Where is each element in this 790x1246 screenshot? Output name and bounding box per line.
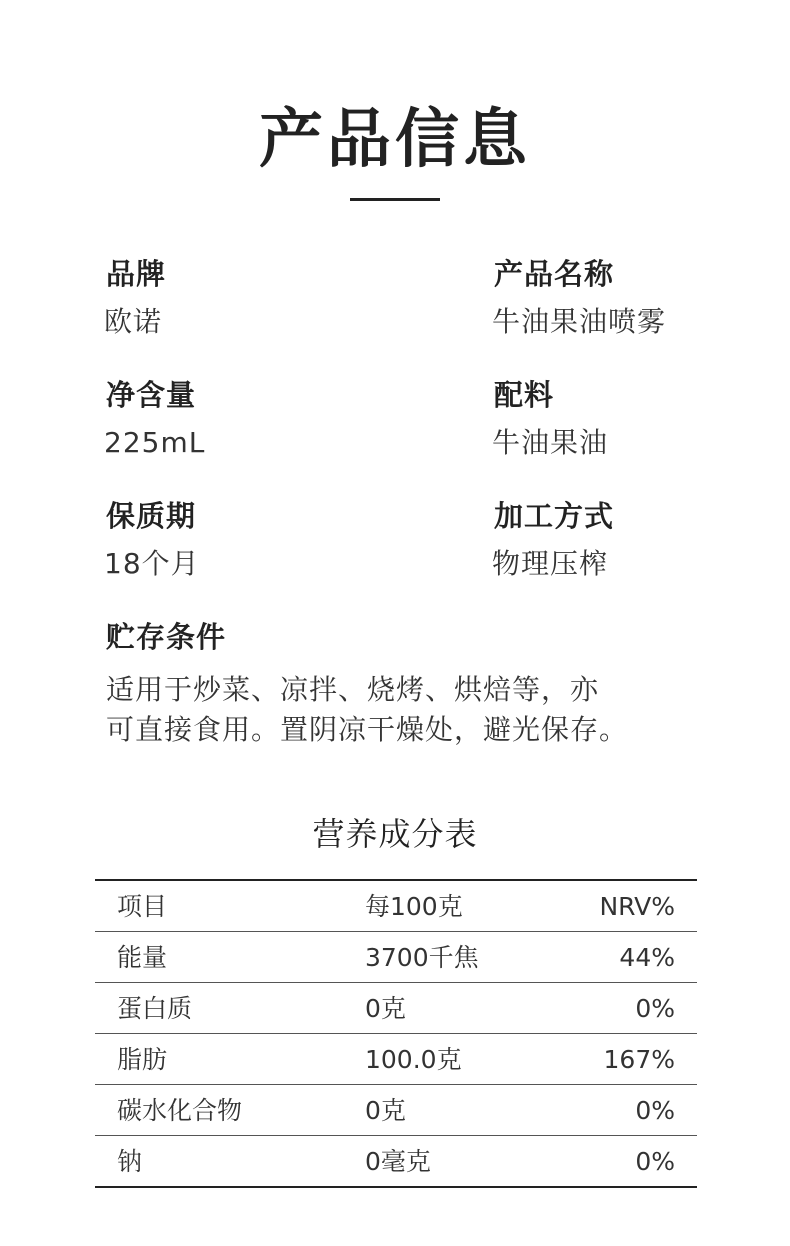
nutrition-table (95, 879, 697, 1188)
row-nrv: 0% (635, 994, 675, 1023)
table-row (95, 983, 697, 1034)
row-amount: 0克 (365, 1096, 406, 1125)
header-nrv: NRV% (599, 892, 675, 921)
row-item: 碳水化合物 (117, 1096, 243, 1125)
storage-line-2: 可直接食用。置阴凉干燥处，避光保存。 (106, 713, 629, 746)
processing-label: 加工方式 (494, 499, 615, 533)
product-name-label: 产品名称 (494, 257, 615, 291)
row-nrv: 0% (635, 1096, 675, 1125)
row-amount: 0毫克 (365, 1147, 431, 1176)
row-nrv: 167% (603, 1045, 675, 1074)
page-title: 产品信息 (259, 103, 531, 177)
product-name-value: 牛油果油喷雾 (492, 305, 667, 338)
storage-label: 贮存条件 (106, 620, 227, 654)
brand-value: 欧诺 (104, 305, 163, 338)
row-amount: 3700千焦 (365, 943, 479, 972)
title-underline (350, 198, 440, 201)
table-row (95, 932, 697, 983)
header-item: 项目 (117, 892, 168, 921)
net-content-label: 净含量 (106, 378, 197, 412)
row-item: 钠 (117, 1147, 143, 1176)
net-content-value: 225mL (104, 426, 206, 459)
ingredients-value: 牛油果油 (492, 426, 609, 459)
row-nrv: 0% (635, 1147, 675, 1176)
table-row (95, 1136, 697, 1186)
ingredients-label: 配料 (494, 378, 555, 412)
row-item: 蛋白质 (117, 994, 193, 1023)
nutrition-header-row (95, 881, 697, 932)
row-item: 脂肪 (117, 1045, 168, 1074)
row-item: 能量 (117, 943, 168, 972)
storage-line-1: 适用于炒菜、凉拌、烧烤、烘焙等，亦 (106, 673, 600, 706)
row-amount: 100.0克 (365, 1045, 462, 1074)
shelf-life-value: 18个月 (104, 547, 200, 580)
row-nrv: 44% (619, 943, 675, 972)
nutrition-table-title: 营养成分表 (312, 815, 478, 853)
table-row (95, 1085, 697, 1136)
brand-label: 品牌 (106, 257, 167, 291)
header-per-100g: 每100克 (365, 892, 463, 921)
shelf-life-label: 保质期 (106, 499, 197, 533)
table-row (95, 1034, 697, 1085)
storage-text (106, 670, 726, 750)
row-amount: 0克 (365, 994, 406, 1023)
processing-value: 物理压榨 (492, 547, 609, 580)
